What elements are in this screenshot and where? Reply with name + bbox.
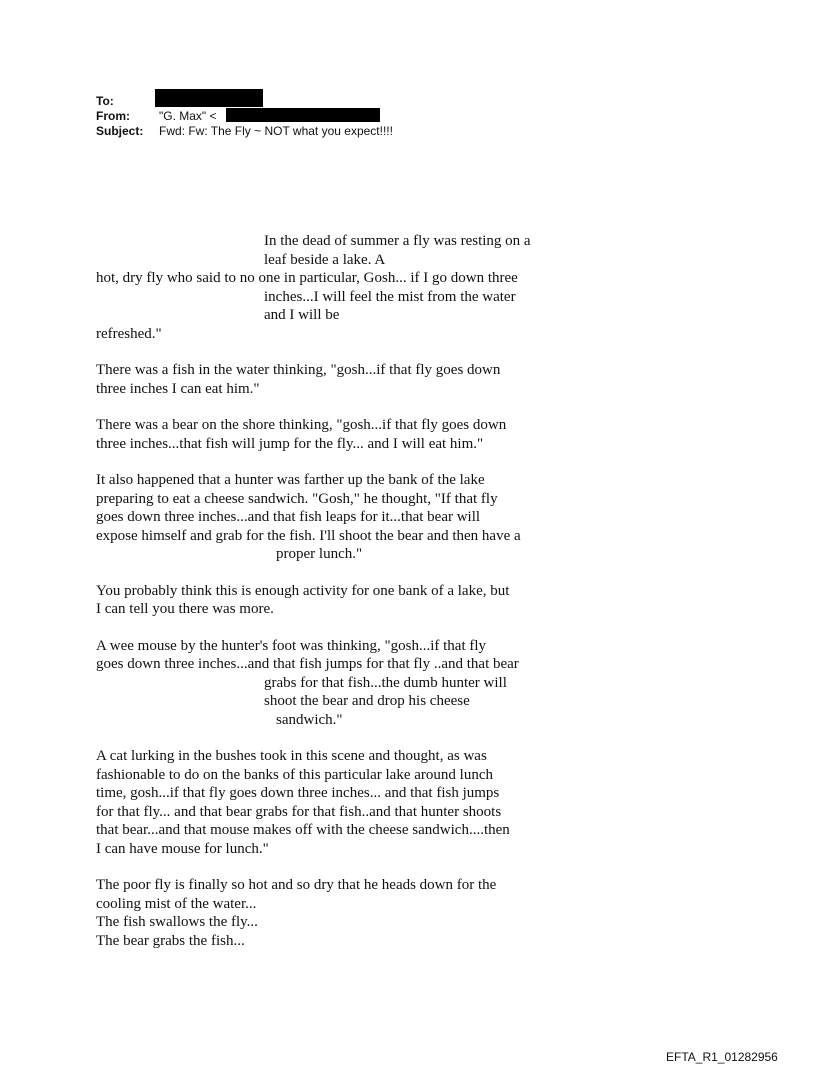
text-line: grabs for that fish...the dumb hunter will [264, 674, 507, 691]
paragraph [96, 232, 566, 343]
text-line: sandwich." [276, 711, 343, 728]
from-label: From: [96, 109, 130, 123]
text-line: three inches I can eat him." [96, 380, 260, 397]
text-line: three inches...that fish will jump for the fly... and I will eat him." [96, 435, 484, 452]
document-id: EFTA_R1_01282956 [666, 1050, 778, 1064]
text-line: I can tell you there was more. [96, 601, 274, 617]
text-line: shoot the bear and drop his cheese [264, 693, 470, 709]
text-line: for that fly... and that bear grabs for that fish..and that hunter shoots [96, 803, 502, 820]
paragraph [96, 361, 566, 398]
text-line: fashionable to do on the banks of this particular lake around lunch [96, 766, 493, 783]
text-line: A cat lurking in the bushes took in this scene and thought, as was [96, 748, 487, 764]
paragraph [96, 747, 566, 858]
text-line: proper lunch." [276, 546, 363, 562]
paragraph [96, 582, 566, 619]
text-line: You probably think this is enough activity for one bank of a lake, but [96, 582, 510, 599]
text-line: A wee mouse by the hunter's foot was thinking, "gosh...if that fly [96, 637, 487, 654]
text-line: The poor fly is finally so hot and so dry that he heads down for the [96, 877, 497, 893]
text-line: and I will be [264, 307, 340, 323]
paragraph [96, 471, 566, 564]
text-line: cooling mist of the water... [96, 895, 257, 912]
paragraph [96, 416, 566, 453]
text-line: There was a fish in the water thinking, "gosh...if that fly goes down [96, 362, 501, 378]
text-line: time, gosh...if that fly goes down three inches... and that fish jumps [96, 785, 500, 801]
text-line: goes down three inches...and that fish leaps for it...that bear will [96, 509, 481, 525]
text-line: expose himself and grab for the fish. I'll shoot the bear and then have a [96, 527, 521, 544]
to-label: To: [96, 94, 114, 108]
text-line: refreshed." [96, 325, 162, 342]
text-line: In the dead of summer a fly was resting on a [264, 233, 531, 249]
text-line: hot, dry fly who said to no one in particular, Gosh... if I go down three [96, 270, 518, 286]
text-line: inches...I will feel the mist from the water [264, 288, 516, 305]
from-value: "G. Max" < [159, 109, 217, 123]
subject-value: Fwd: Fw: The Fly ~ NOT what you expect!!!! [159, 124, 393, 138]
text-line: The bear grabs the fish... [96, 932, 245, 949]
text-line: preparing to eat a cheese sandwich. "Gosh," he thought, "If that fly [96, 490, 498, 507]
text-line: that bear...and that mouse makes off with the cheese sandwich....then [96, 822, 510, 838]
text-line: leaf beside a lake. A [264, 251, 386, 268]
text-line: There was a bear on the shore thinking, "gosh...if that fly goes down [96, 417, 507, 433]
paragraph [96, 637, 566, 730]
text-line: The fish swallows the fly... [96, 914, 258, 930]
subject-label: Subject: [96, 124, 144, 138]
email-body [96, 232, 566, 968]
redaction-bar [155, 89, 263, 107]
text-line: I can have mouse for lunch." [96, 840, 269, 857]
text-line: It also happened that a hunter was farther up the bank of the lake [96, 472, 485, 488]
redaction-bar [226, 108, 380, 122]
paragraph [96, 876, 566, 950]
text-line: goes down three inches...and that fish jumps for that fly ..and that bear [96, 656, 519, 672]
